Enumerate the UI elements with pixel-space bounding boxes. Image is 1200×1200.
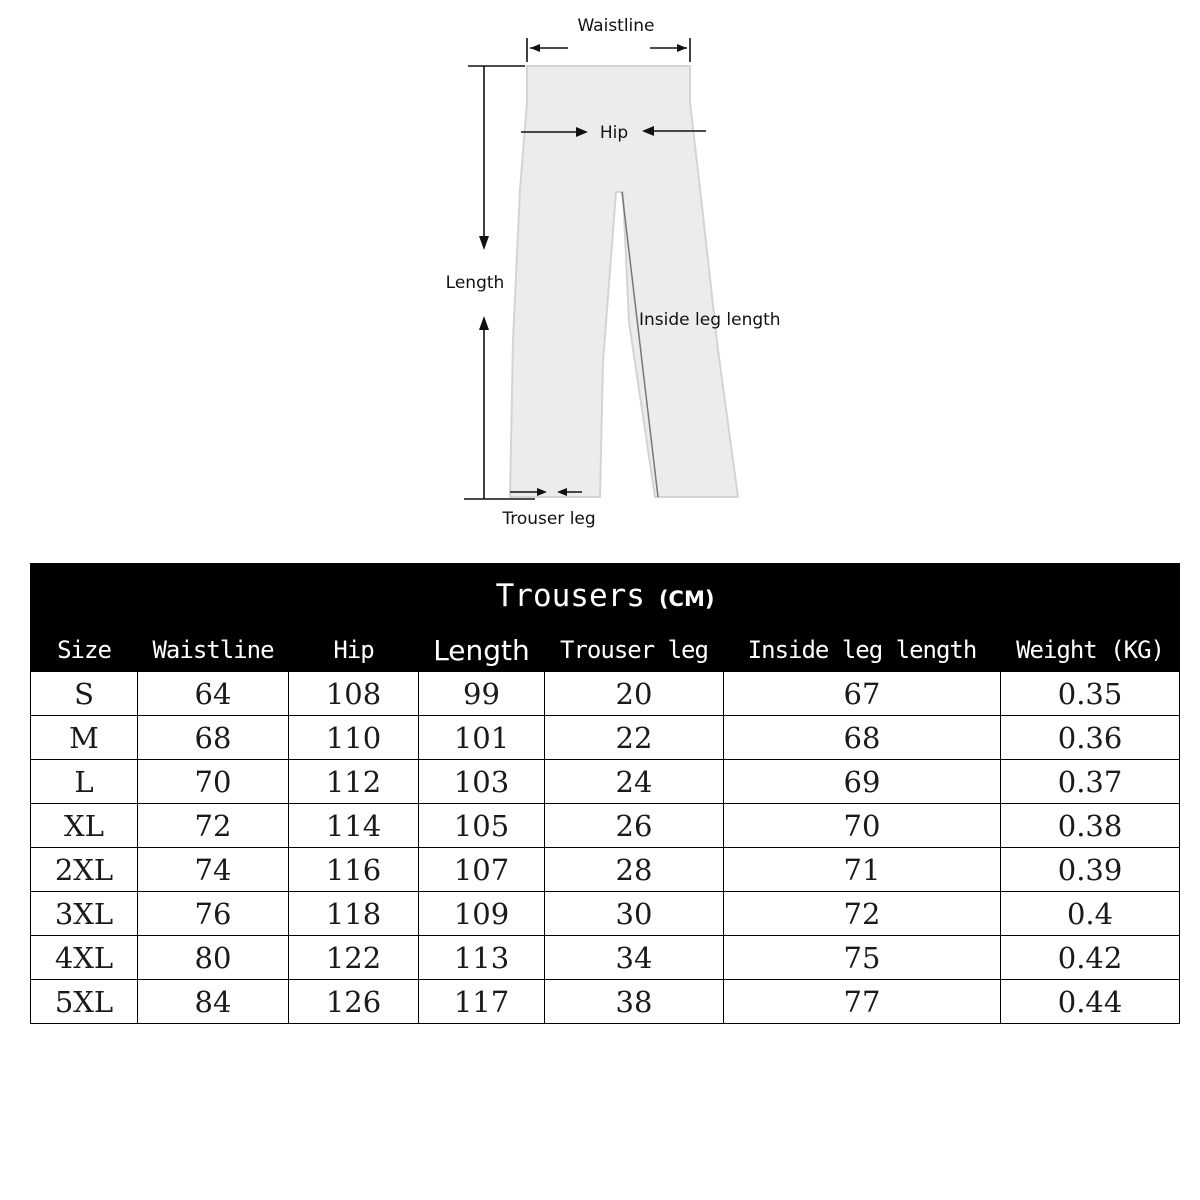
cell-size: S xyxy=(31,672,138,716)
cell-size: 4XL xyxy=(31,936,138,980)
cell-length: 113 xyxy=(419,936,545,980)
table-row xyxy=(31,848,1180,892)
cell-waistline: 84 xyxy=(138,980,289,1024)
cell-hip: 116 xyxy=(289,848,419,892)
cell-trouser-leg: 30 xyxy=(545,892,724,936)
cell-inside-leg-length: 77 xyxy=(724,980,1001,1024)
size-table xyxy=(30,563,1180,1024)
table-row xyxy=(31,760,1180,804)
cell-inside-leg-length: 71 xyxy=(724,848,1001,892)
cell-waistline: 80 xyxy=(138,936,289,980)
cell-hip: 126 xyxy=(289,980,419,1024)
cell-trouser-leg: 28 xyxy=(545,848,724,892)
cell-length: 105 xyxy=(419,804,545,848)
cell-inside-leg-length: 67 xyxy=(724,672,1001,716)
cell-hip: 110 xyxy=(289,716,419,760)
table-header-row xyxy=(31,629,1180,672)
cell-length: 103 xyxy=(419,760,545,804)
table-title-cell xyxy=(31,564,1180,629)
length-label: Length xyxy=(445,273,505,293)
cell-size: 2XL xyxy=(31,848,138,892)
cell-trouser-leg: 34 xyxy=(545,936,724,980)
cell-hip: 122 xyxy=(289,936,419,980)
cell-waistline: 64 xyxy=(138,672,289,716)
cell-weight: 0.39 xyxy=(1001,848,1180,892)
cell-weight: 0.36 xyxy=(1001,716,1180,760)
cell-weight: 0.42 xyxy=(1001,936,1180,980)
cell-trouser-leg: 26 xyxy=(545,804,724,848)
table-title: Trousers xyxy=(495,578,645,614)
cell-size: L xyxy=(31,760,138,804)
cell-trouser-leg: 24 xyxy=(545,760,724,804)
cell-inside-leg-length: 69 xyxy=(724,760,1001,804)
cell-length: 101 xyxy=(419,716,545,760)
table-unit: (CM) xyxy=(658,587,715,611)
cell-weight: 0.37 xyxy=(1001,760,1180,804)
trousers-diagram xyxy=(0,0,1200,545)
trouser-leg-label: Trouser leg xyxy=(502,509,596,529)
cell-length: 109 xyxy=(419,892,545,936)
table-row xyxy=(31,672,1180,716)
cell-trouser-leg: 20 xyxy=(545,672,724,716)
cell-length: 99 xyxy=(419,672,545,716)
cell-trouser-leg: 38 xyxy=(545,980,724,1024)
header-inside-leg-length: Inside leg length xyxy=(724,629,1001,672)
cell-hip: 108 xyxy=(289,672,419,716)
waistline-label: Waistline xyxy=(577,16,655,36)
cell-inside-leg-length: 70 xyxy=(724,804,1001,848)
table-row xyxy=(31,804,1180,848)
cell-weight: 0.4 xyxy=(1001,892,1180,936)
header-hip: Hip xyxy=(289,629,419,672)
cell-size: 5XL xyxy=(31,980,138,1024)
table-title-row xyxy=(31,564,1180,629)
cell-hip: 118 xyxy=(289,892,419,936)
cell-inside-leg-length: 72 xyxy=(724,892,1001,936)
header-trouser-leg: Trouser leg xyxy=(545,629,724,672)
header-length: Length xyxy=(419,629,545,672)
table-row xyxy=(31,716,1180,760)
header-size: Size xyxy=(31,629,138,672)
cell-waistline: 72 xyxy=(138,804,289,848)
header-weight: Weight (KG) xyxy=(1001,629,1180,672)
cell-weight: 0.38 xyxy=(1001,804,1180,848)
table-row xyxy=(31,936,1180,980)
table-body xyxy=(31,672,1180,1024)
cell-waistline: 68 xyxy=(138,716,289,760)
size-chart xyxy=(30,563,1179,1024)
cell-inside-leg-length: 68 xyxy=(724,716,1001,760)
cell-size: XL xyxy=(31,804,138,848)
cell-length: 117 xyxy=(419,980,545,1024)
inside-leg-length-label: Inside leg length xyxy=(639,310,781,330)
header-waistline: Waistline xyxy=(138,629,289,672)
cell-inside-leg-length: 75 xyxy=(724,936,1001,980)
waistline-measure xyxy=(527,38,690,62)
cell-waistline: 74 xyxy=(138,848,289,892)
cell-waistline: 70 xyxy=(138,760,289,804)
cell-size: M xyxy=(31,716,138,760)
cell-weight: 0.35 xyxy=(1001,672,1180,716)
cell-size: 3XL xyxy=(31,892,138,936)
hip-label: Hip xyxy=(599,123,629,143)
table-row xyxy=(31,892,1180,936)
cell-length: 107 xyxy=(419,848,545,892)
cell-weight: 0.44 xyxy=(1001,980,1180,1024)
cell-trouser-leg: 22 xyxy=(545,716,724,760)
cell-hip: 112 xyxy=(289,760,419,804)
cell-waistline: 76 xyxy=(138,892,289,936)
cell-hip: 114 xyxy=(289,804,419,848)
table-row xyxy=(31,980,1180,1024)
